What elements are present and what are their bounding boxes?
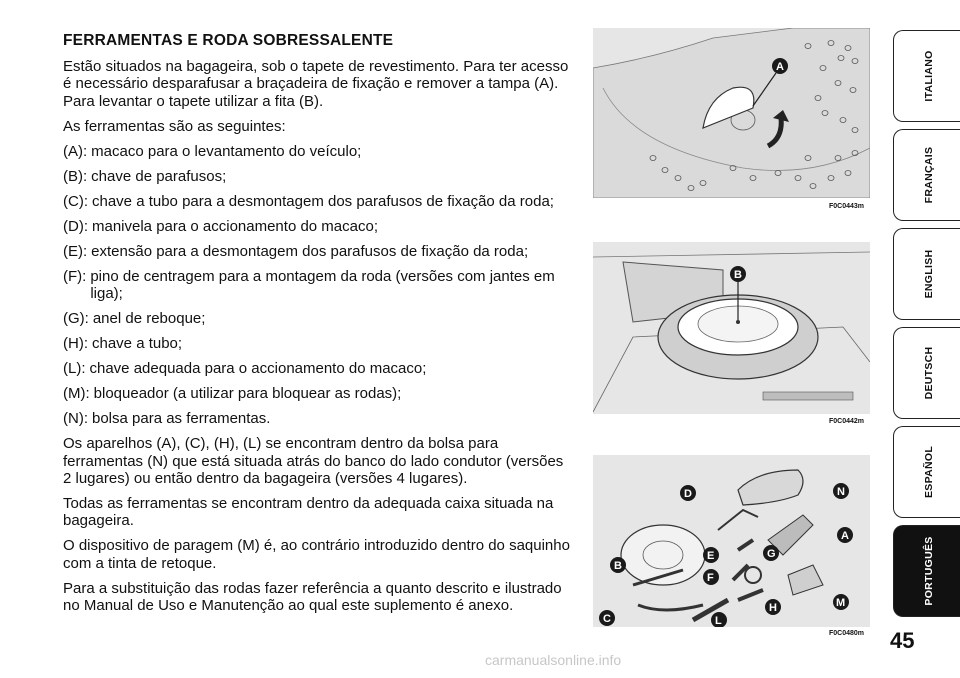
- tab-deutsch[interactable]: [893, 327, 960, 419]
- page-number: 45: [890, 628, 915, 653]
- text-column: [63, 32, 573, 622]
- callout-label: M: [836, 597, 846, 609]
- tool-desc: extensão para a desmontagem dos parafusos de fixação da roda;: [91, 242, 529, 260]
- tool-desc: manivela para o accionamento do macaco;: [92, 217, 378, 235]
- tool-key: (B):: [63, 167, 88, 185]
- manual-paragraph: Para a substituição das rodas fazer referência a quanto descrito e ilustrado no Manual de Uso e Manutenção ao qual este suplemento é anexo.: [63, 579, 562, 615]
- watermark: carmanualsonline.info: [485, 652, 622, 668]
- tab-italiano[interactable]: [893, 30, 960, 122]
- figure-code: F0C0442m: [828, 418, 864, 425]
- callout-label: H: [769, 602, 777, 614]
- tool-kit-illustration: [593, 455, 870, 627]
- tab-espanol[interactable]: [893, 426, 960, 518]
- tool-desc: chave a tubo;: [92, 335, 183, 353]
- tool-item: [63, 335, 573, 352]
- tool-desc: bloqueador (a utilizar para bloquear as rodas);: [93, 385, 402, 403]
- tab-portugues[interactable]: [893, 525, 960, 617]
- tool-list: [63, 143, 573, 428]
- tool-key: (L):: [63, 360, 86, 378]
- box-paragraph: Todas as ferramentas se encontram dentro da adequada caixa situada na bagageira.: [63, 495, 554, 530]
- tool-key: (M):: [63, 385, 90, 403]
- tab-label: PORTUGUÊS: [922, 536, 935, 606]
- tool-key: (G):: [63, 310, 89, 328]
- tool-item: [63, 310, 573, 327]
- tool-item: [63, 243, 573, 260]
- tool-desc: chave a tubo para a desmontagem dos parafusos de fixação da roda;: [92, 192, 554, 210]
- tab-label: FRANÇAIS: [922, 146, 935, 204]
- section-title: FERRAMENTAS E RODA SOBRESSALENTE: [63, 32, 394, 49]
- callout-label: L: [715, 615, 722, 627]
- tools-heading: As ferramentas são as seguintes:: [63, 117, 286, 135]
- figure-code: F0C0443m: [828, 203, 864, 210]
- tool-desc: anel de reboque;: [92, 310, 206, 328]
- tool-item: [63, 143, 573, 160]
- tool-key: (H):: [63, 335, 88, 353]
- callout-label: D: [684, 488, 692, 500]
- callout-label: E: [707, 550, 715, 562]
- tool-item: [63, 360, 573, 377]
- tool-desc: macaco para o levantamento do veículo;: [91, 142, 362, 160]
- intro-paragraph: Estão situados na bagageira, sob o tapete de revestimento. Para ter acesso é necessário desparafusar a braçadeira de fixação e remover a tampa (A). Para levantar o tapete utilizar a fita (B).: [63, 58, 569, 110]
- tool-item: [63, 268, 573, 303]
- tool-key: (A):: [63, 142, 88, 160]
- tool-desc: chave adequada para o accionamento do macaco;: [89, 360, 427, 378]
- tool-desc: bolsa para as ferramentas.: [92, 410, 271, 428]
- tool-item: [63, 218, 573, 235]
- tool-item: [63, 193, 573, 210]
- figure-spare-wheel: [593, 242, 870, 425]
- figure-tool-kit: [593, 455, 870, 637]
- callout-label: A: [841, 530, 849, 542]
- callout-label: B: [734, 269, 742, 281]
- spare-wheel-illustration: [593, 242, 870, 414]
- device-paragraph: O dispositivo de paragem (M) é, ao contrário introduzido dentro do saquinho com a tinta de retoque.: [63, 537, 570, 572]
- tool-key: (N):: [63, 410, 88, 428]
- callout-label: B: [614, 560, 622, 572]
- tab-label: ITALIANO: [922, 50, 935, 102]
- tab-label: ENGLISH: [922, 249, 935, 299]
- tab-francais[interactable]: [893, 129, 960, 221]
- tool-key: (E):: [63, 242, 88, 260]
- tool-key: (D):: [63, 217, 88, 235]
- tab-label: ESPAÑOL: [922, 445, 935, 499]
- tab-label: DEUTSCH: [922, 346, 935, 400]
- tool-key: (F):: [63, 267, 87, 285]
- callout-label: N: [837, 486, 845, 498]
- callout-label: C: [603, 613, 611, 625]
- callout-label: F: [707, 572, 714, 584]
- callout-label: A: [776, 61, 784, 73]
- callout-label: G: [767, 548, 776, 560]
- tool-desc: chave de parafusos;: [91, 167, 227, 185]
- tool-desc: pino de centragem para a montagem da roda (versões com jantes em liga);: [90, 267, 555, 303]
- tool-key: (C):: [63, 192, 88, 210]
- tab-english[interactable]: [893, 228, 960, 320]
- trunk-cover-illustration: [593, 28, 870, 198]
- bag-paragraph: Os aparelhos (A), (C), (H), (L) se encontram dentro da bolsa para ferramentas (N) que está situada atrás do banco do lado condutor (versões 2 lugares) ou então dentro da bagageira (versões 4 lugares).: [63, 435, 564, 488]
- tool-item: [63, 385, 573, 402]
- tool-item: [63, 410, 573, 427]
- tool-item: [63, 168, 573, 185]
- figure-trunk-cover: [593, 28, 870, 210]
- figure-code: F0C0480m: [828, 630, 864, 637]
